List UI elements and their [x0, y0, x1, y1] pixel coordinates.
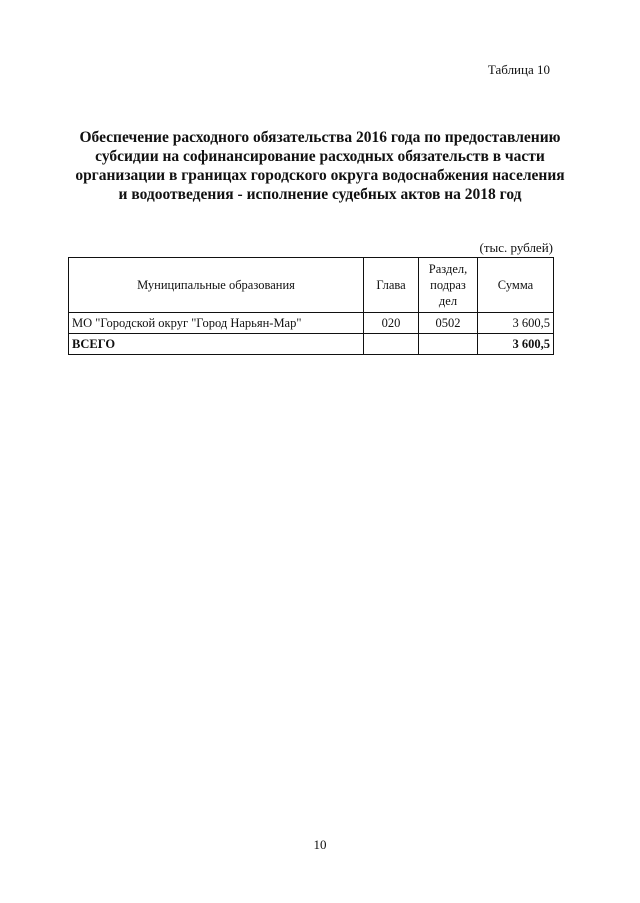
total-glava — [364, 334, 419, 355]
header-summa: Сумма — [478, 258, 554, 313]
table-number: Таблица 10 — [487, 62, 550, 77]
units-label: (тыс. рублей) — [479, 240, 553, 255]
title-line-2: субсидии на софинансирование расходных обязательств в части — [95, 148, 545, 165]
header-glava: Глава — [364, 258, 419, 313]
header-razdel-line-1: Раздел, — [428, 262, 468, 276]
document-title — [60, 128, 580, 204]
table-row — [69, 313, 554, 334]
total-summa: 3 600,5 — [478, 334, 554, 355]
total-razdel — [419, 334, 478, 355]
cell-municipality: МО "Городской округ "Город Нарьян-Мар" — [69, 313, 364, 334]
header-municipalities: Муниципальные образования — [69, 258, 364, 313]
cell-razdel: 0502 — [419, 313, 478, 334]
table-header-row — [69, 258, 554, 313]
budget-table — [68, 257, 554, 355]
cell-summa: 3 600,5 — [478, 313, 554, 334]
title-line-3: организации в границах городского округа водоснабжения населения — [75, 167, 565, 184]
header-razdel-line-3: дел — [438, 294, 458, 308]
header-razdel — [419, 258, 478, 313]
total-row — [69, 334, 554, 355]
cell-glava: 020 — [364, 313, 419, 334]
total-label: ВСЕГО — [69, 334, 364, 355]
title-line-1: Обеспечение расходного обязательства 2016 года по предоставлению — [79, 129, 561, 146]
header-razdel-line-2: подраз — [430, 278, 466, 292]
title-line-4: и водоотведения - исполнение судебных актов на 2018 год — [118, 186, 522, 203]
page-number: 10 — [313, 837, 327, 852]
